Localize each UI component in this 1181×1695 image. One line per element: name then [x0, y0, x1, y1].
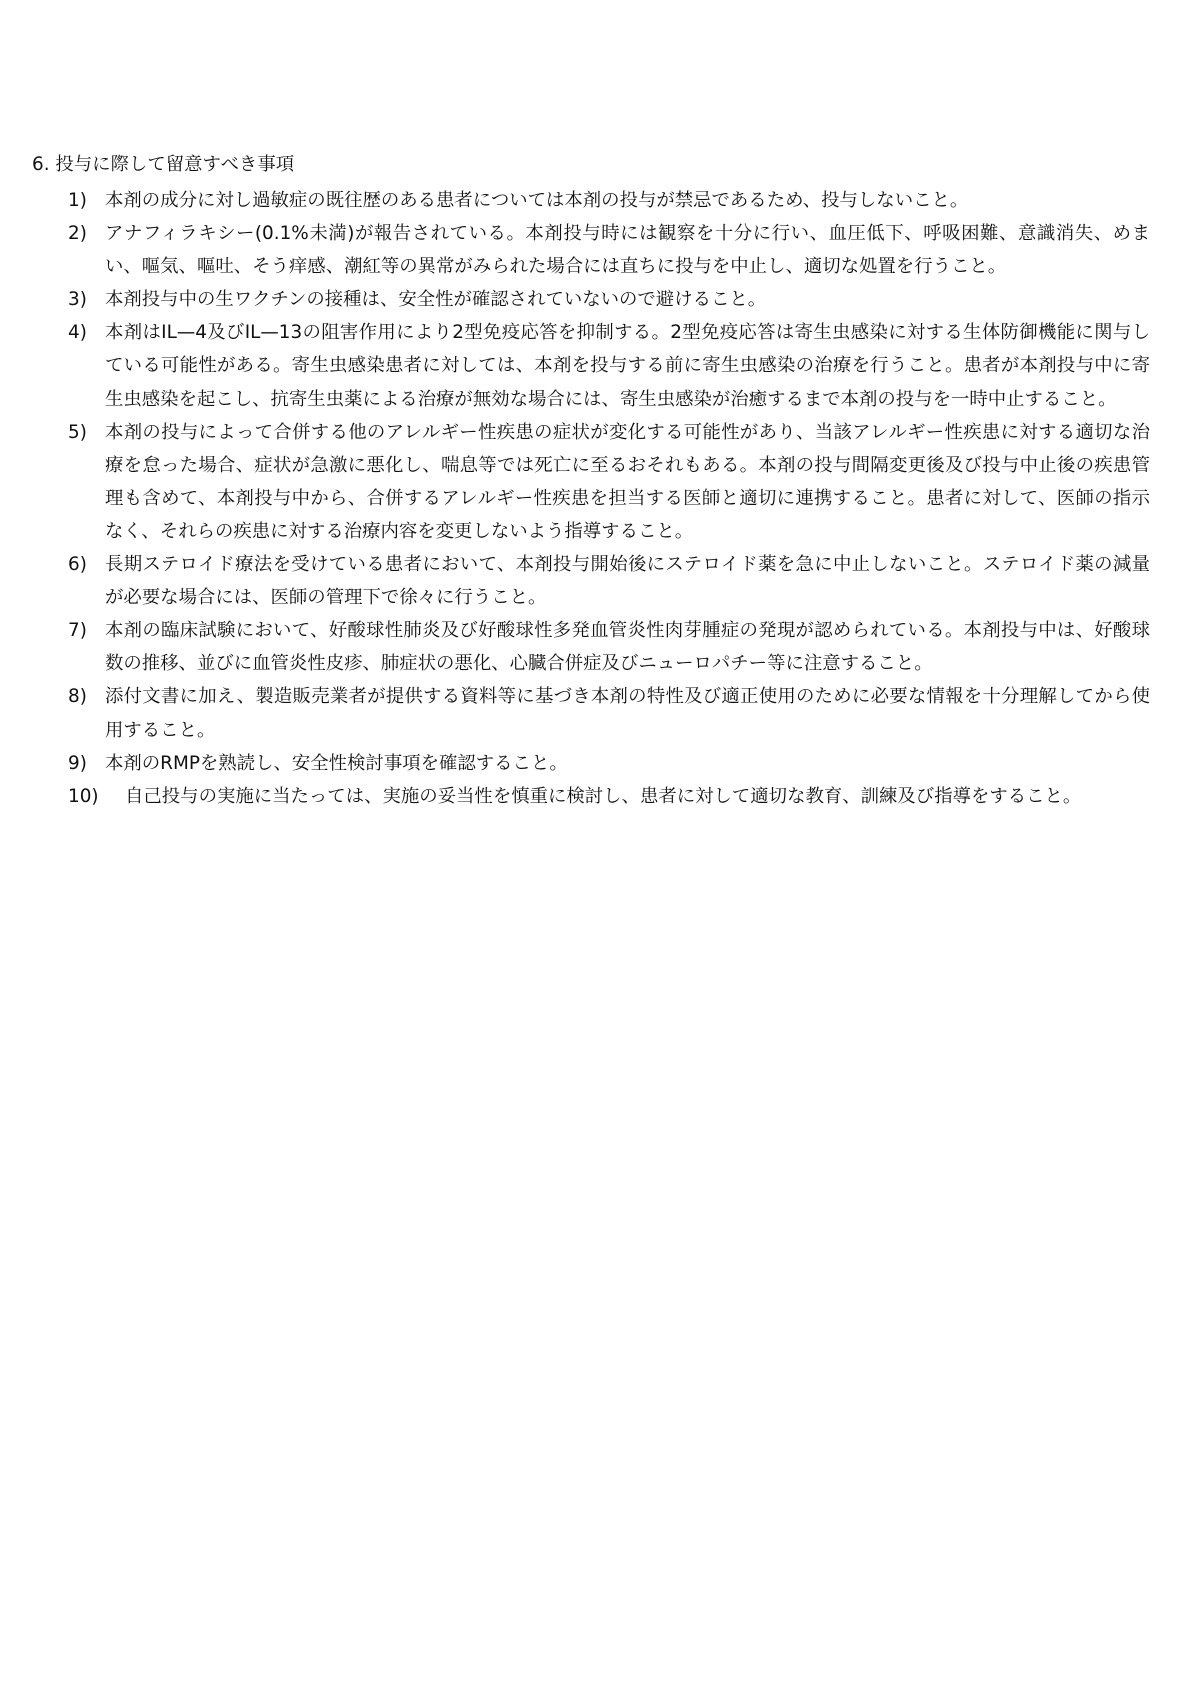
list-item — [0, 217, 1181, 283]
item-number: 7) — [68, 620, 87, 642]
item-text-line: 生虫感染を起こし、抗寄生虫薬による治療が無効な場合には、寄生虫感染が治癒するまで本剤の投与を一時中止すること。 — [105, 388, 1117, 410]
item-text-line: 本剤のRMPを熟読し、安全性検討事項を確認すること。 — [105, 752, 568, 774]
item-text-line: 理も含めて、本剤投与中から、合併するアレルギー性疾患を担当する医師と適切に連携すること。患者に対して、医師の指示 — [105, 487, 1150, 509]
item-text-line: なく、それらの疾患に対する治療内容を変更しないよう指導すること。 — [105, 520, 694, 542]
list-item — [0, 316, 1181, 415]
item-text-line: 用すること。 — [105, 719, 216, 741]
item-text-line: 本剤の臨床試験において、好酸球性肺炎及び好酸球性多発血管炎性肉芽腫症の発現が認められている。本剤投与中は、好酸球 — [105, 620, 1150, 642]
item-text-line: アナフィラキシー(0.1%未満)が報告されている。本剤投与時には観察を十分に行い、血圧低下、呼吸困難、意識消失、めま — [105, 223, 1150, 245]
item-text-line: 療を怠った場合、症状が急激に悪化し、喘息等では死亡に至るおそれもある。本剤の投与間隔変更後及び投与中止後の疾患管 — [105, 454, 1150, 476]
item-text-line: 添付文書に加え、製造販売業者が提供する資料等に基づき本剤の特性及び適正使用のために必要な情報を十分理解してから使 — [105, 686, 1150, 708]
item-text-line: 本剤の投与によって合併する他のアレルギー性疾患の症状が変化する可能性があり、当該アレルギー性疾患に対する適切な治 — [105, 421, 1150, 443]
list-item — [0, 614, 1181, 680]
item-text-line: 本剤の成分に対し過敏症の既往歴のある患者については本剤の投与が禁忌であるため、投与しないこと。 — [105, 190, 969, 211]
list-item — [0, 283, 1181, 316]
item-text-line: が必要な場合には、医師の管理下で徐々に行うこと。 — [105, 587, 547, 609]
item-text-line: 自己投与の実施に当たっては、実施の妥当性を慎重に検討し、患者に対して適切な教育、訓練及び指導をすること。 — [125, 785, 1082, 807]
item-number: 10) — [68, 785, 99, 807]
list-item — [0, 184, 1181, 217]
item-number: 6) — [68, 554, 87, 576]
item-number: 8) — [68, 686, 87, 708]
item-text-line: 数の推移、並びに血管炎性皮疹、肺症状の悪化、心臓合併症及びニューロパチー等に注意すること。 — [105, 653, 933, 675]
item-text-line: 長期ステロイド療法を受けている患者において、本剤投与開始後にステロイド薬を急に中止しないこと。ステロイド薬の減量 — [105, 554, 1150, 576]
item-number: 9) — [68, 752, 87, 774]
precautions-list — [0, 184, 1181, 813]
list-item — [0, 747, 1181, 780]
item-number: 1) — [68, 190, 87, 211]
item-number: 2) — [68, 223, 87, 245]
item-text-line: 本剤はIL—4及びIL—13の阻害作用により2型免疫応答を抑制する。2型免疫応答は寄生虫感染に対する生体防御機能に関与し — [105, 322, 1150, 344]
list-item — [0, 416, 1181, 548]
item-number: 3) — [68, 289, 87, 311]
list-item — [0, 680, 1181, 746]
item-text-line: 本剤投与中の生ワクチンの接種は、安全性が確認されていないので避けること。 — [105, 289, 767, 311]
item-text-line: い、嘔気、嘔吐、そう痒感、潮紅等の異常がみられた場合には直ちに投与を中止し、適切な処置を行うこと。 — [105, 256, 1007, 278]
section-heading: 6. 投与に際して留意すべき事項 — [32, 154, 295, 175]
item-text-line: ている可能性がある。寄生虫感染患者に対しては、本剤を投与する前に寄生虫感染の治療を行うこと。患者が本剤投与中に寄 — [105, 355, 1150, 377]
list-item — [0, 548, 1181, 614]
item-number: 5) — [68, 421, 87, 443]
item-number: 4) — [68, 322, 87, 344]
list-item — [0, 780, 1181, 813]
